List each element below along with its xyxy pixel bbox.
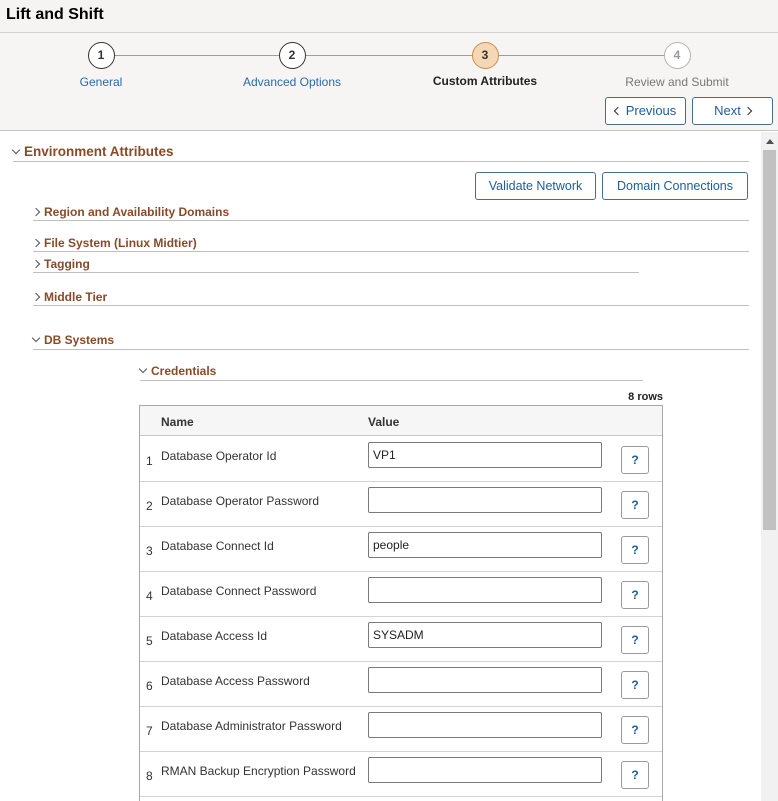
row-name: Database Access Password [161,674,310,688]
value-input[interactable] [368,577,602,603]
help-button[interactable]: ? [621,536,649,564]
row-number: 3 [146,544,153,558]
step-label: Custom Attributes [432,74,538,88]
value-input[interactable] [368,442,602,468]
row-number: 1 [146,454,153,468]
table-row [140,707,662,752]
section-title: Region and Availability Domains [44,205,230,219]
divider [33,349,749,350]
table-row [140,527,662,572]
credentials-header[interactable] [140,364,216,378]
step-number: 3 [472,42,499,69]
page-title: Lift and Shift [6,6,104,23]
step-general[interactable] [21,42,181,89]
section-title: Middle Tier [44,290,108,304]
table-row [140,662,662,707]
row-name: RMAN Backup Encryption Password [161,764,356,778]
row-name: Database Operator Id [161,449,277,463]
section-title: File System (Linux Midtier) [44,236,197,250]
divider [33,272,639,273]
help-button[interactable]: ? [621,626,649,654]
table-row [140,752,662,797]
column-header-name: Name [161,415,194,429]
train-connector-line [101,55,678,56]
divider [13,161,749,162]
grid-header [140,406,662,436]
step-custom-attributes [405,42,565,88]
help-button[interactable]: ? [621,581,649,609]
row-number: 8 [146,769,153,783]
step-label: Review and Submit [625,75,729,89]
previous-label: Previous [625,103,677,118]
db-systems-header[interactable] [33,333,114,347]
validate-network-button[interactable]: Validate Network [475,172,596,200]
section-title: DB Systems [44,333,115,347]
step-label[interactable]: General [79,75,123,89]
value-input[interactable] [368,622,602,648]
chevron-right-icon [32,293,40,301]
step-train [0,33,778,131]
previous-button[interactable] [605,97,686,125]
chevron-down-icon [12,146,20,154]
row-number: 6 [146,679,153,693]
chevron-right-icon [32,208,40,216]
row-number: 4 [146,589,153,603]
help-button[interactable]: ? [621,491,649,519]
next-button[interactable] [692,97,773,125]
middle-tier-header[interactable] [33,290,107,304]
row-number: 5 [146,634,153,648]
row-count: 8 rows [628,391,663,403]
step-number: 1 [88,42,115,69]
value-input[interactable] [368,487,602,513]
section-title: Tagging [44,257,90,271]
vertical-scrollbar[interactable] [761,132,778,801]
table-row [140,482,662,527]
region-availability-header[interactable] [33,205,229,219]
table-row [140,572,662,617]
column-header-value: Value [368,415,400,429]
chevron-down-icon [139,365,147,373]
divider [140,380,643,381]
chevron-down-icon [32,334,40,342]
chevron-right-icon [744,106,752,114]
section-title: Environment Attributes [24,144,174,159]
divider [33,220,749,221]
help-button[interactable]: ? [621,671,649,699]
value-input[interactable] [368,757,602,783]
section-title: Credentials [151,364,217,378]
row-name: Database Access Id [161,629,268,643]
step-number: 4 [664,42,691,69]
credentials-grid [139,405,663,801]
chevron-left-icon [613,106,621,114]
row-name: Database Connect Id [161,539,274,553]
step-advanced-options[interactable] [212,42,372,89]
next-label: Next [714,103,741,118]
row-number: 2 [146,499,153,513]
table-row [140,437,662,482]
scroll-up-arrow-icon[interactable] [766,139,774,144]
environment-attributes-header[interactable] [13,144,174,159]
divider [33,251,749,252]
chevron-right-icon [32,239,40,247]
value-input[interactable] [368,532,602,558]
step-number: 2 [279,42,306,69]
table-row [140,617,662,662]
row-name: Database Administrator Password [161,719,342,733]
tagging-header[interactable] [33,257,90,271]
divider [33,305,749,306]
help-button[interactable]: ? [621,716,649,744]
row-number: 7 [146,724,153,738]
scrollbar-thumb[interactable] [763,150,776,530]
file-system-header[interactable] [33,236,197,250]
domain-connections-button[interactable]: Domain Connections [602,172,748,200]
help-button[interactable]: ? [621,761,649,789]
step-label[interactable]: Advanced Options [242,75,342,89]
step-review-and-submit [597,42,757,89]
row-name: Database Connect Password [161,584,317,598]
value-input[interactable] [368,667,602,693]
value-input[interactable] [368,712,602,738]
page-header [0,0,778,33]
help-button[interactable]: ? [621,446,649,474]
chevron-right-icon [32,260,40,268]
row-name: Database Operator Password [161,494,320,508]
